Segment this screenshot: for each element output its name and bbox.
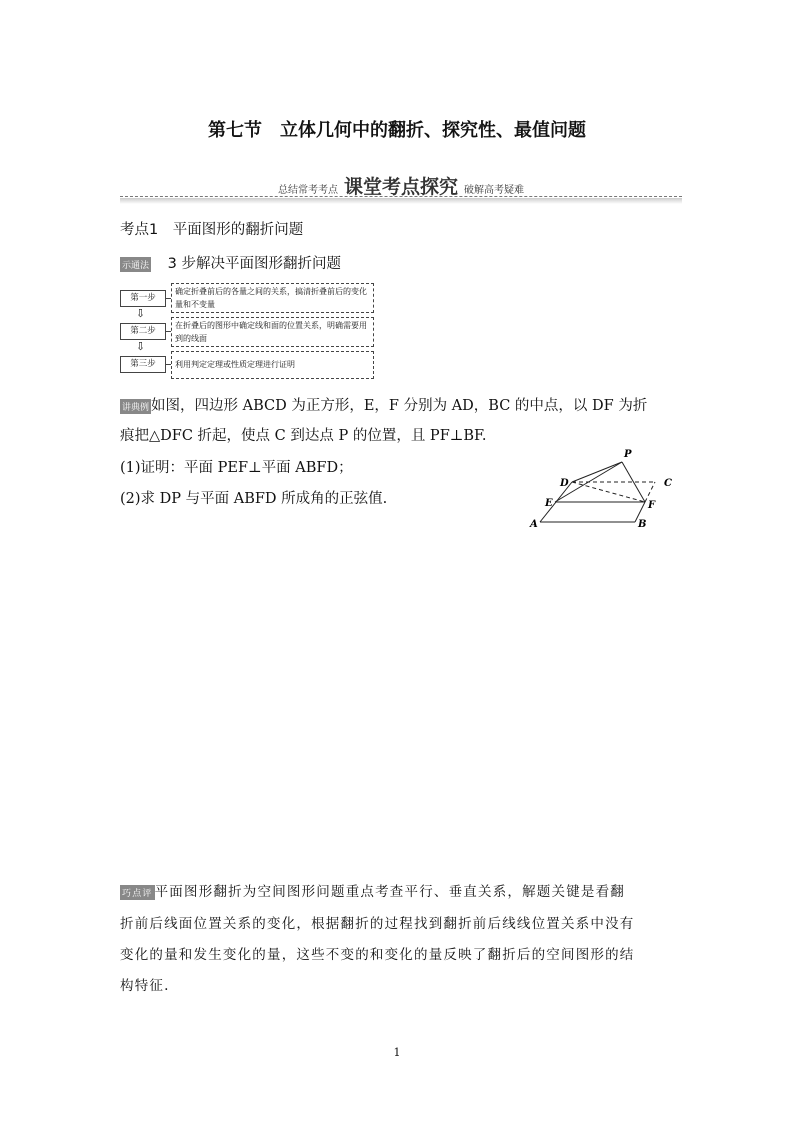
question-1: (1)证明：平面 PEF⊥平面 ABFD；	[120, 460, 353, 476]
example-text: 如图，四边形 ABCD 为正方形，E，F 分别为 AD，BC 的中点，以 DF 为折	[151, 398, 648, 414]
edge-PF	[622, 462, 645, 502]
method-tag: 示通法	[120, 257, 151, 272]
label-E: E	[545, 498, 553, 509]
label-F: F	[648, 500, 656, 511]
banner-left: 总结常考考点	[277, 185, 338, 196]
comment-line-1	[120, 880, 625, 900]
step-3-label: 第三步	[120, 356, 166, 373]
page-title: 第七节 立体几何中的翻折、探究性、最值问题	[208, 120, 586, 141]
step-1-label: 第一步	[120, 290, 166, 307]
method-title: 3 步解决平面图形翻折问题	[167, 256, 341, 272]
question-2: (2)求 DP 与平面 ABFD 所成角的正弦值.	[120, 491, 388, 507]
label-P: P	[624, 449, 632, 460]
example-line-2: 痕把△DFC 折起，使点 C 到达点 P 的位置，且 PF⊥BF.	[120, 428, 487, 444]
down-arrow-icon: ⇩	[136, 307, 146, 320]
comment-line-2: 折前后线面位置关系的变化，根据翻折的过程找到翻折前后线线位置关系中没有	[120, 916, 635, 932]
step-2-text: 在折叠后的图形中确定线和面的位置关系，明确需要用到的线面	[171, 317, 374, 347]
label-D: D	[560, 478, 569, 489]
step-1-text: 确定折叠前后的各量之间的关系，搞清折叠前后的变化量和不变量	[171, 283, 374, 313]
comment-line-4: 构特征.	[120, 978, 170, 994]
example-tag: 讲典例	[120, 399, 151, 414]
label-B: B	[638, 519, 647, 530]
page-number: 1	[393, 1046, 401, 1059]
step-2-label: 第二步	[120, 323, 166, 340]
edge-FC	[645, 482, 655, 502]
section-heading: 考点1 平面图形的翻折问题	[120, 222, 304, 238]
label-A: A	[530, 519, 538, 530]
label-C: C	[664, 478, 672, 489]
comment-tag: 巧点评	[120, 885, 155, 900]
banner-right: 破解高考疑难	[464, 185, 524, 196]
step-3-text: 利用判定定理或性质定理进行证明	[171, 351, 374, 379]
banner-center: 课堂考点探究	[343, 176, 458, 198]
comment-line-3: 变化的量和发生变化的量，这些不变的和变化的量反映了翻折后的空间图形的结	[120, 947, 635, 963]
comment-text: 平面图形翻折为空间图形问题重点考查平行、垂直关系，解题关键是看翻	[154, 884, 626, 900]
down-arrow-icon: ⇩	[136, 340, 146, 353]
edge-DP	[572, 462, 622, 482]
